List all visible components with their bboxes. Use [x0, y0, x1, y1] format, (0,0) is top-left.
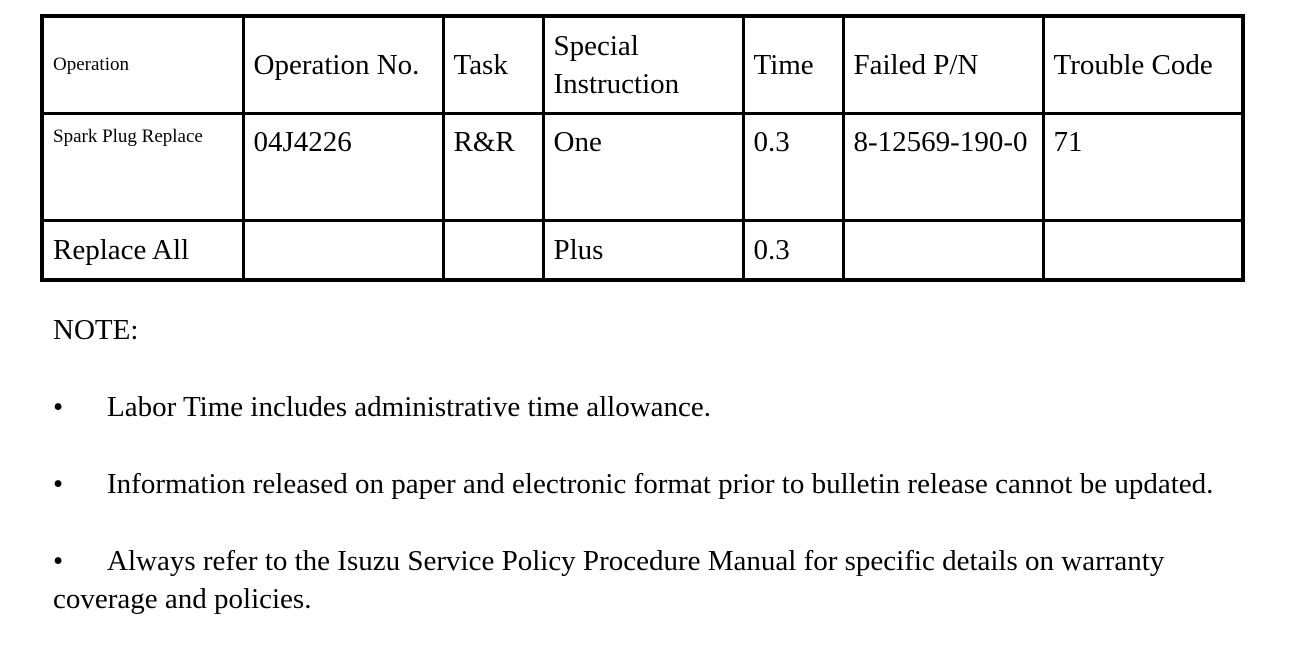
- cell-operation-no: [243, 221, 443, 281]
- header-operation-no: Operation No.: [243, 16, 443, 114]
- header-operation: Operation: [42, 16, 243, 114]
- header-trouble-code: Trouble Code: [1043, 16, 1243, 114]
- cell-time: 0.3: [743, 114, 843, 221]
- cell-task: [443, 221, 543, 281]
- note-item: [53, 542, 1273, 618]
- cell-operation: Spark Plug Replace: [42, 114, 243, 221]
- cell-special-instruction: Plus: [543, 221, 743, 281]
- header-failed-pn: Failed P/N: [843, 16, 1043, 114]
- table-header-row: [42, 16, 1243, 114]
- cell-trouble-code: [1043, 221, 1243, 281]
- note-item: [53, 465, 1273, 503]
- cell-failed-pn: [843, 221, 1043, 281]
- note-section: [53, 311, 1273, 657]
- header-time: Time: [743, 16, 843, 114]
- note-item-text: Information released on paper and electronic format prior to bulletin release cannot be updated.: [107, 468, 1214, 500]
- header-task: Task: [443, 16, 543, 114]
- cell-task: R&R: [443, 114, 543, 221]
- note-title: NOTE:: [53, 314, 139, 346]
- note-item-text: Always refer to the Isuzu Service Policy Procedure Manual for specific details on warranty coverage and policies.: [53, 545, 1165, 615]
- cell-operation: Replace All: [42, 221, 243, 281]
- cell-time: 0.3: [743, 221, 843, 281]
- note-item: [53, 388, 1273, 426]
- bullet-icon: •: [53, 545, 64, 577]
- bullet-icon: •: [53, 391, 64, 423]
- table-row: [42, 221, 1243, 281]
- bullet-icon: •: [53, 468, 64, 500]
- cell-trouble-code: 71: [1043, 114, 1243, 221]
- labor-operation-table: [40, 14, 1245, 282]
- cell-operation-no: 04J4226: [243, 114, 443, 221]
- table-row: [42, 114, 1243, 221]
- header-special-instruction: Special Instruction: [543, 16, 743, 114]
- note-item-text: Labor Time includes administrative time allowance.: [107, 391, 712, 423]
- cell-failed-pn: 8-12569-190-0: [843, 114, 1043, 221]
- cell-special-instruction: One: [543, 114, 743, 221]
